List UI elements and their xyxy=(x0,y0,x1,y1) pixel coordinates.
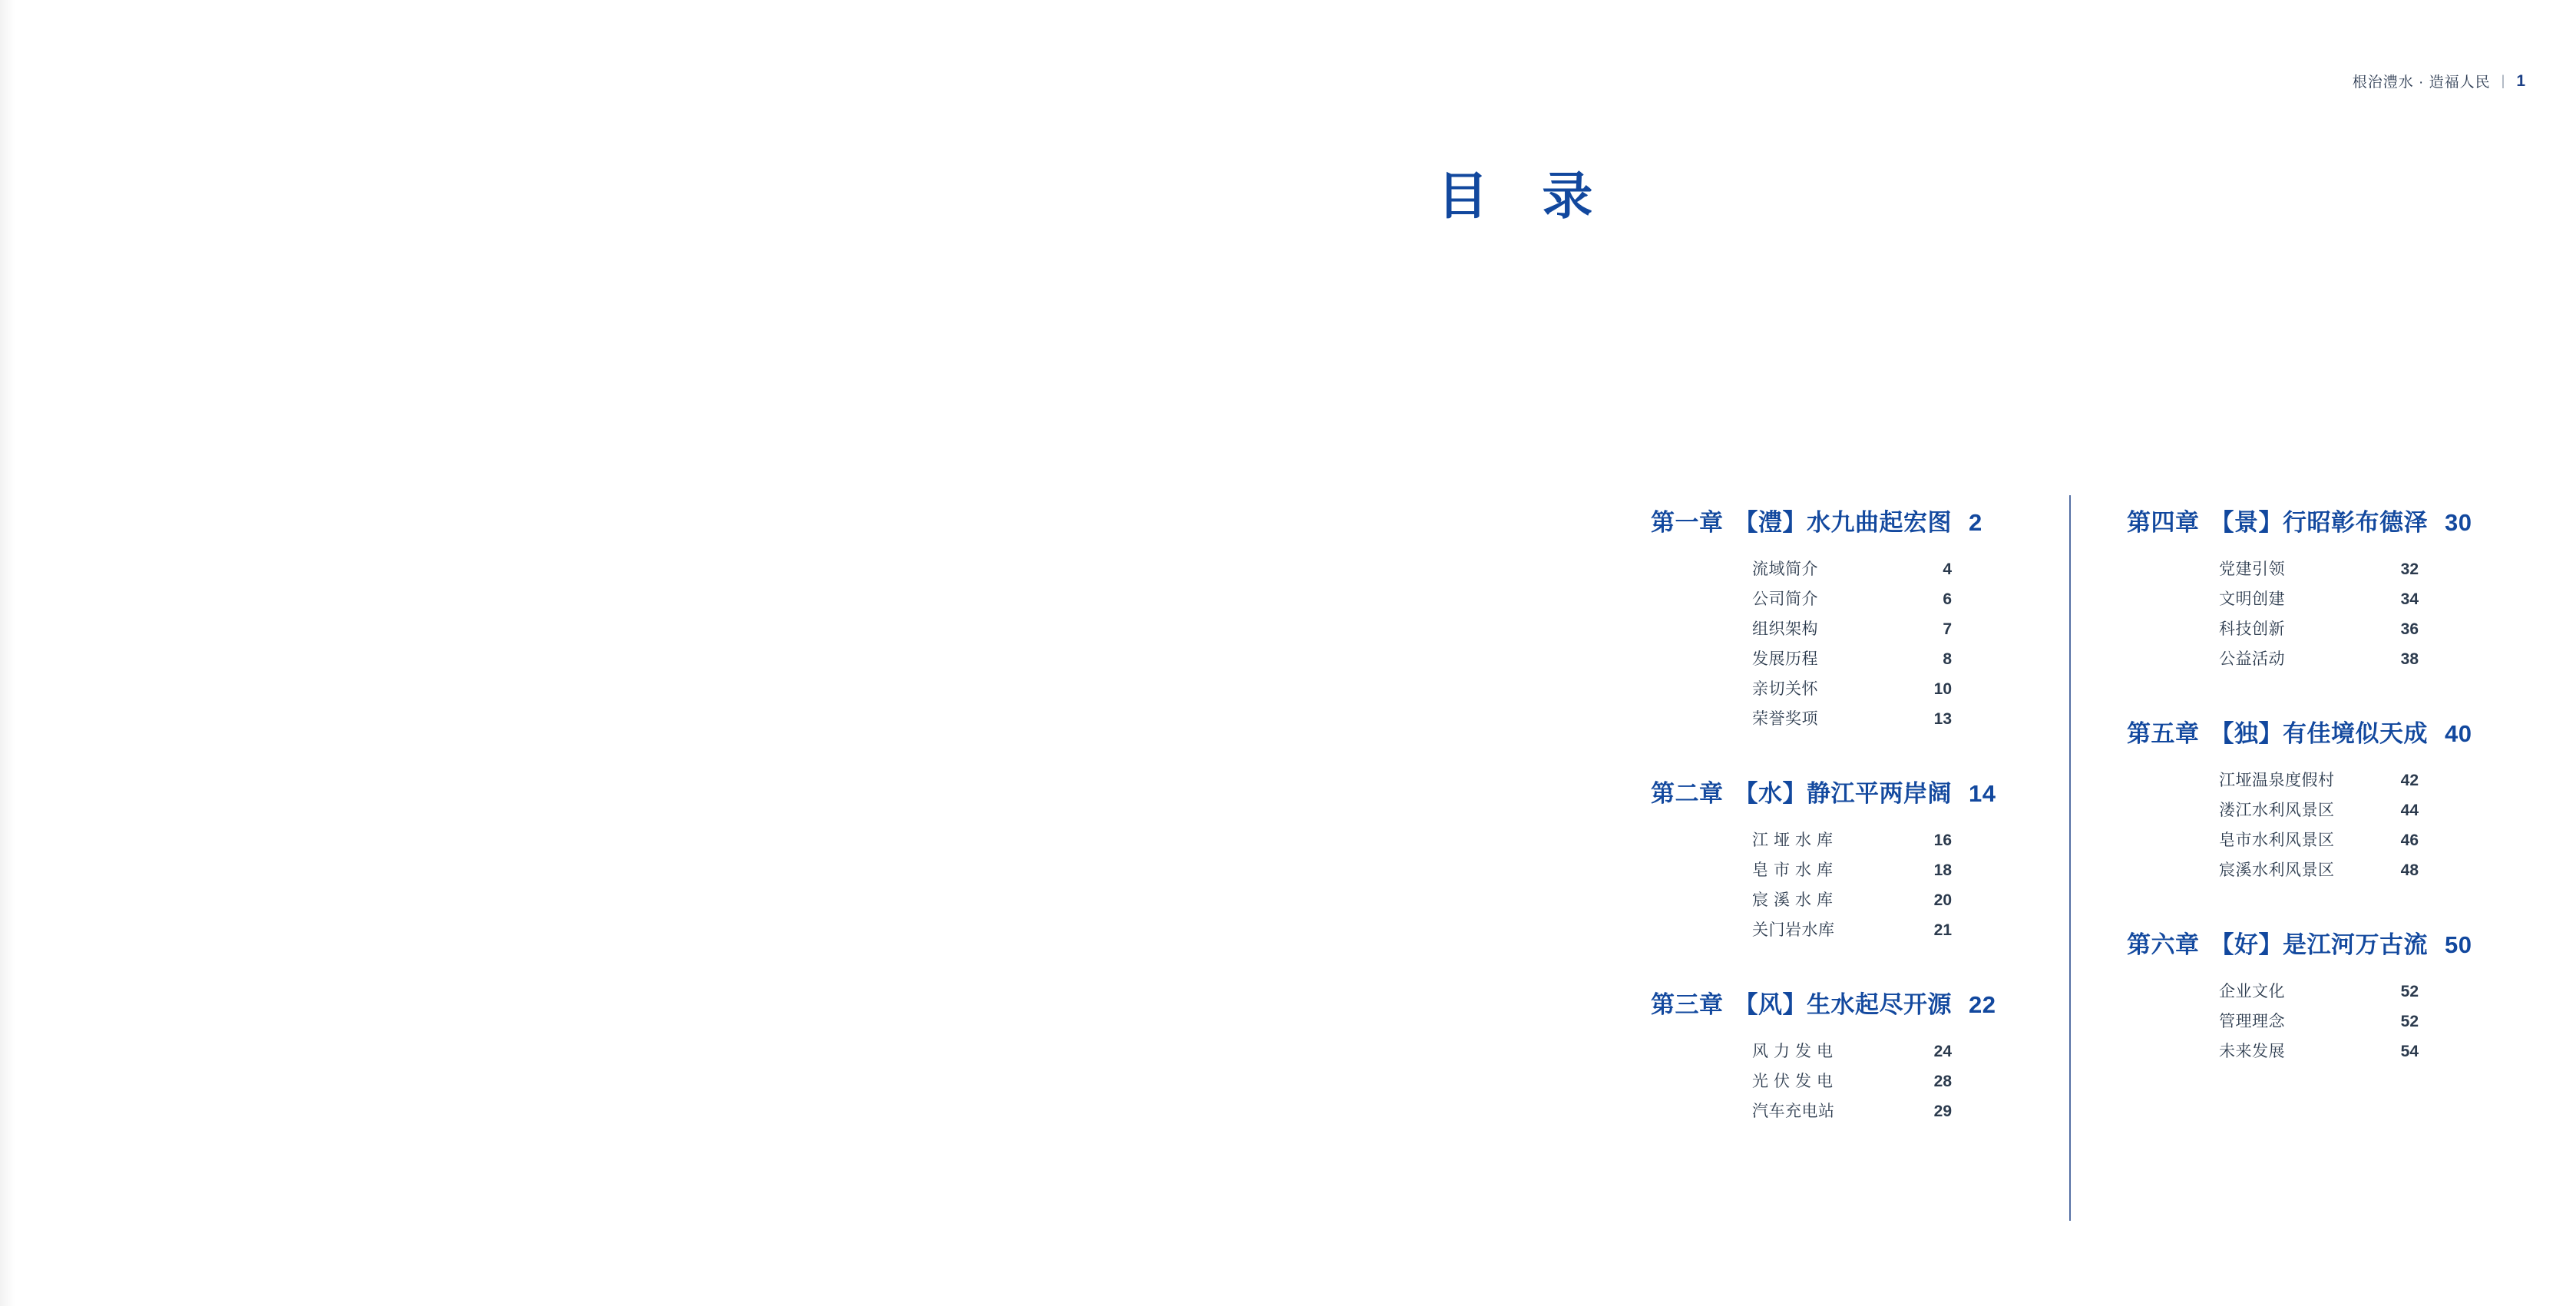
chapter-number: 第三章 xyxy=(1651,991,1724,1018)
chapter-entry-list xyxy=(2127,765,2511,885)
chapter-block xyxy=(2127,714,2511,885)
chapter-block xyxy=(1651,774,2081,945)
toc-entry-label: 文明创建 xyxy=(2219,590,2285,608)
toc-entry-page: 42 xyxy=(2400,772,2419,789)
toc-entry-page: 54 xyxy=(2400,1043,2419,1060)
toc-entry[interactable] xyxy=(2127,855,2511,885)
toc-entry-label: 科技创新 xyxy=(2219,620,2285,638)
toc-entry[interactable] xyxy=(2127,1037,2511,1066)
running-header xyxy=(2353,71,2526,91)
chapter-title: 【景】行昭彰布德泽 xyxy=(2210,509,2428,536)
toc-entry[interactable] xyxy=(1651,825,2081,855)
chapter-heading-4[interactable] xyxy=(2127,503,2511,537)
toc-entry[interactable] xyxy=(2127,644,2511,674)
toc-entry-label: 关门岩水库 xyxy=(1752,921,1835,939)
toc-entry-label: 组织架构 xyxy=(1752,620,1818,638)
toc-entry-label: 管理理念 xyxy=(2219,1013,2285,1030)
toc-entry-page: 20 xyxy=(1933,891,1952,909)
toc-entry-page: 36 xyxy=(2400,620,2419,638)
chapter-heading-5[interactable] xyxy=(2127,714,2511,749)
toc-entry[interactable] xyxy=(2127,1007,2511,1037)
chapter-page: 30 xyxy=(2445,509,2472,536)
chapter-title: 【水】静江平两岸阔 xyxy=(1734,780,1952,807)
toc-entry-page: 6 xyxy=(1943,590,1952,608)
chapter-number: 第二章 xyxy=(1651,780,1724,807)
toc-entry[interactable] xyxy=(1651,584,2081,614)
toc-entry-page: 38 xyxy=(2400,650,2419,668)
chapter-number: 第六章 xyxy=(2127,931,2200,958)
toc-columns xyxy=(1651,503,2511,1126)
chapter-block xyxy=(2127,503,2511,674)
toc-entry-page: 28 xyxy=(1933,1073,1952,1090)
toc-entry-page: 52 xyxy=(2400,983,2419,1000)
chapter-entry-list xyxy=(1651,554,2081,734)
toc-entry[interactable] xyxy=(1651,1096,2081,1126)
toc-entry[interactable] xyxy=(1651,1066,2081,1096)
chapter-page: 2 xyxy=(1969,509,1982,536)
toc-entry[interactable] xyxy=(2127,614,2511,644)
toc-entry-page: 21 xyxy=(1933,921,1952,939)
toc-entry[interactable] xyxy=(2127,977,2511,1007)
toc-entry-label: 风力发电 xyxy=(1752,1043,1838,1060)
toc-entry-page: 4 xyxy=(1943,560,1952,578)
toc-entry-page: 46 xyxy=(2400,832,2419,849)
toc-entry-page: 24 xyxy=(1933,1043,1952,1060)
running-header-title: 根治澧水 · 造福人民 xyxy=(2352,74,2491,91)
chapter-page: 50 xyxy=(2445,931,2472,958)
toc-entry-label: 光伏发电 xyxy=(1752,1073,1838,1090)
toc-entry-label: 亲切关怀 xyxy=(1752,680,1818,698)
page-title: 目 录 xyxy=(1437,167,1613,224)
chapter-title: 【好】是江河万古流 xyxy=(2210,931,2428,958)
chapter-title: 【澧】水九曲起宏图 xyxy=(1734,509,1952,536)
chapter-block xyxy=(1651,503,2081,734)
chapter-heading-2[interactable] xyxy=(1651,774,2081,808)
toc-entry-label: 企业文化 xyxy=(2219,983,2285,1000)
toc-entry-label: 流域简介 xyxy=(1752,560,1818,578)
toc-entry-label: 公司简介 xyxy=(1752,590,1818,608)
toc-entry-label: 发展历程 xyxy=(1752,650,1818,668)
chapter-number: 第四章 xyxy=(2127,509,2200,536)
toc-entry[interactable] xyxy=(1651,554,2081,584)
chapter-title: 【独】有佳境似天成 xyxy=(2210,720,2428,747)
toc-entry-label: 公益活动 xyxy=(2219,650,2285,668)
toc-entry-page: 16 xyxy=(1933,832,1952,849)
toc-entry-label: 未来发展 xyxy=(2219,1043,2285,1060)
chapter-title: 【风】生水起尽开源 xyxy=(1734,991,1952,1018)
toc-column-right xyxy=(2081,503,2511,1126)
chapter-entry-list xyxy=(2127,977,2511,1066)
toc-entry-page: 32 xyxy=(2400,560,2419,578)
toc-column-left xyxy=(1651,503,2081,1126)
running-header-separator: | xyxy=(2501,73,2506,88)
chapter-entry-list xyxy=(1651,1037,2081,1126)
toc-entry-label: 荣誉奖项 xyxy=(1752,710,1818,728)
chapter-block xyxy=(1651,985,2081,1126)
toc-entry-label: 江垭温泉度假村 xyxy=(2219,772,2335,789)
toc-entry[interactable] xyxy=(2127,554,2511,584)
toc-entry-label: 宸溪水库 xyxy=(1752,891,1838,909)
toc-entry-label: 皂市水利风景区 xyxy=(2219,832,2335,849)
toc-entry-page: 7 xyxy=(1943,620,1952,638)
chapter-page: 40 xyxy=(2445,720,2472,747)
toc-entry-page: 52 xyxy=(2400,1013,2419,1030)
toc-entry[interactable] xyxy=(1651,614,2081,644)
toc-entry[interactable] xyxy=(2127,584,2511,614)
running-header-page-number: 1 xyxy=(2516,71,2526,90)
toc-entry-page: 8 xyxy=(1943,650,1952,668)
chapter-page: 22 xyxy=(1969,991,1996,1018)
chapter-number: 第一章 xyxy=(1651,509,1724,536)
spread-gutter-shadow xyxy=(0,0,15,1306)
chapter-heading-1[interactable] xyxy=(1651,503,2081,537)
toc-entry-label: 皂市水库 xyxy=(1752,861,1838,879)
chapter-entry-list xyxy=(2127,554,2511,674)
toc-entry[interactable] xyxy=(1651,855,2081,885)
toc-entry-page: 44 xyxy=(2400,802,2419,819)
toc-entry-page: 18 xyxy=(1933,861,1952,879)
chapter-page: 14 xyxy=(1969,780,1996,807)
toc-entry[interactable] xyxy=(1651,704,2081,734)
toc-entry[interactable] xyxy=(1651,885,2081,915)
toc-entry-label: 溇江水利风景区 xyxy=(2219,802,2335,819)
toc-entry[interactable] xyxy=(2127,825,2511,855)
toc-entry-page: 48 xyxy=(2400,861,2419,879)
chapter-entry-list xyxy=(1651,825,2081,945)
toc-entry-label: 江垭水库 xyxy=(1752,832,1838,849)
toc-entry-page: 10 xyxy=(1933,680,1952,698)
toc-entry-label: 宸溪水利风景区 xyxy=(2219,861,2335,879)
toc-entry[interactable] xyxy=(1651,915,2081,945)
toc-entry-page: 34 xyxy=(2400,590,2419,608)
toc-entry-label: 汽车充电站 xyxy=(1752,1103,1835,1120)
toc-entry-label: 党建引领 xyxy=(2219,560,2285,578)
chapter-heading-3[interactable] xyxy=(1651,985,2081,1020)
toc-entry[interactable] xyxy=(1651,1037,2081,1066)
chapter-block xyxy=(2127,925,2511,1066)
toc-entry[interactable] xyxy=(1651,674,2081,704)
toc-entry[interactable] xyxy=(2127,765,2511,795)
toc-entry-page: 13 xyxy=(1933,710,1952,728)
chapter-heading-6[interactable] xyxy=(2127,925,2511,960)
toc-entry[interactable] xyxy=(2127,795,2511,825)
toc-entry[interactable] xyxy=(1651,644,2081,674)
toc-entry-page: 29 xyxy=(1933,1103,1952,1120)
chapter-number: 第五章 xyxy=(2127,720,2200,747)
